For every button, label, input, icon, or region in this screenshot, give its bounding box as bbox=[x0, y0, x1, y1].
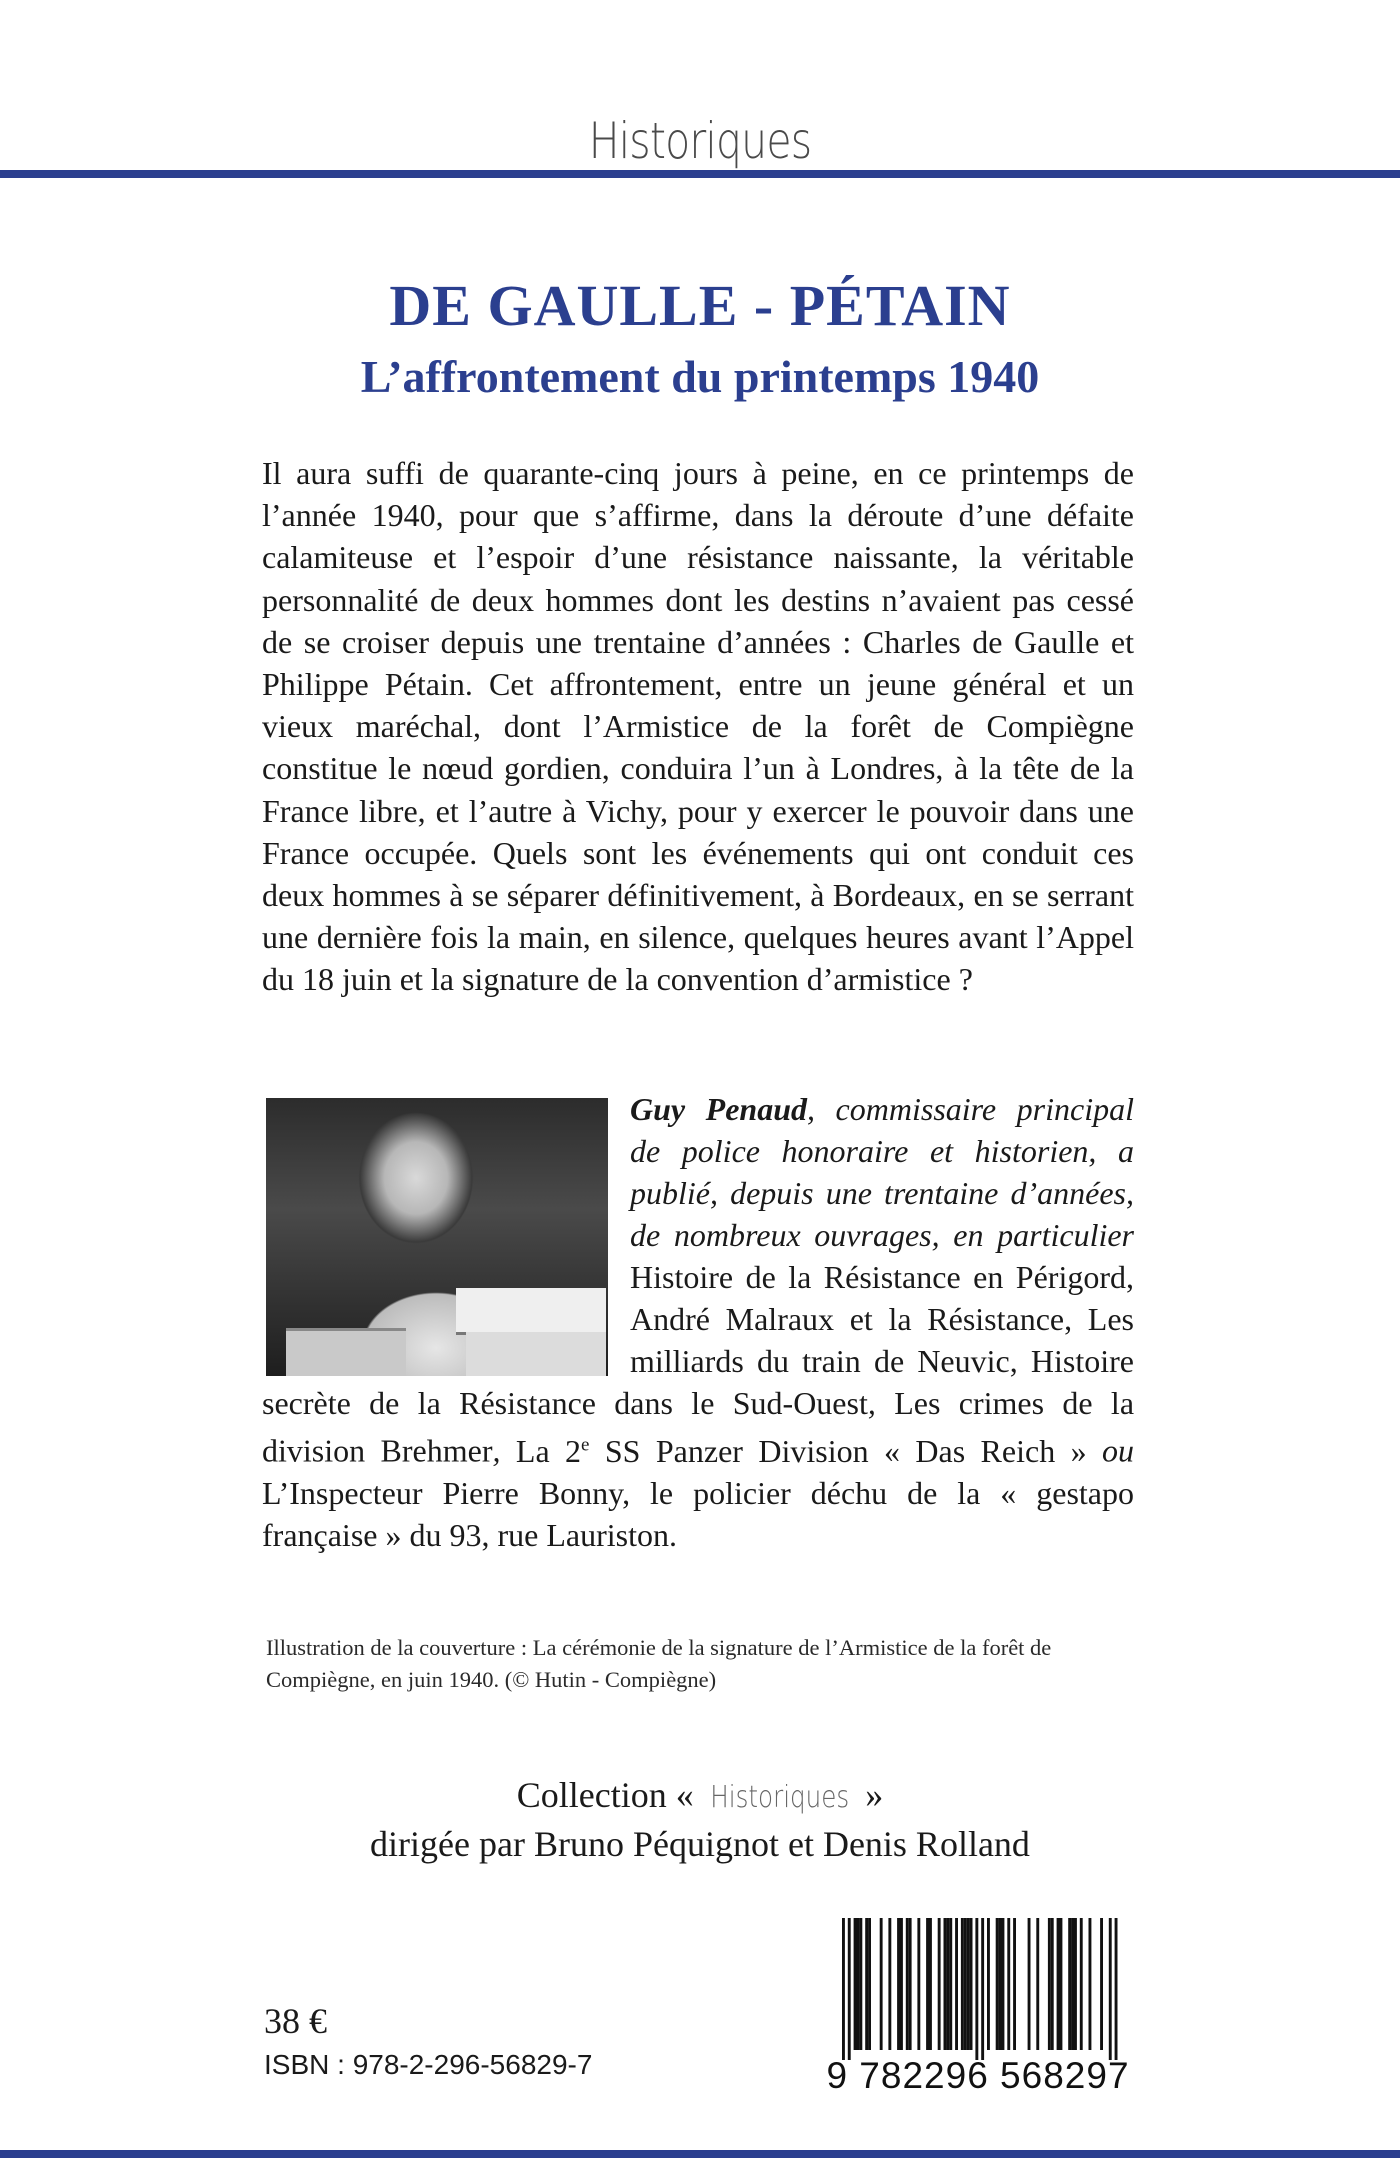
author-intro: , commissaire principal de police honoraire et historien, a publié, depuis une trentaine d’années, de nombreux ouvrages, en particulier bbox=[630, 1091, 1134, 1253]
barcode-bar bbox=[961, 1918, 964, 2050]
book-title: DE GAULLE - PÉTAIN bbox=[389, 273, 1011, 338]
barcode-bar bbox=[1013, 1918, 1016, 2050]
collection-logo: Historiques bbox=[710, 1780, 849, 1815]
barcode-bar bbox=[865, 1918, 868, 2050]
cover-credit: Illustration de la couverture : La cérémonie de la signature de l’Armistice de la forêt de Compiègne, en juin 1940. (© Hutin - Compiègne) bbox=[266, 1635, 1052, 1692]
price: 38 € bbox=[264, 2001, 327, 2041]
separator-1: , bbox=[867, 1385, 895, 1421]
book-subtitle: L’affrontement du printemps 1940 bbox=[360, 351, 1040, 402]
barcode-bar bbox=[1071, 1918, 1074, 2050]
barcode-bar bbox=[1068, 1918, 1071, 2050]
barcode-bar bbox=[1007, 1918, 1010, 2050]
isbn: ISBN : 978-2-296-56829-7 bbox=[264, 2049, 593, 2080]
barcode-bar bbox=[857, 1918, 860, 2050]
barcode-bar bbox=[917, 1918, 920, 2050]
work-2: André Malraux et la Résistance, bbox=[630, 1301, 1088, 1337]
author-name: Guy Penaud bbox=[630, 1091, 807, 1127]
barcode-bar bbox=[1057, 1918, 1060, 2050]
barcode-bar bbox=[1074, 1918, 1077, 2050]
collection-line-1: Collection « Historiques » bbox=[0, 1772, 1400, 1821]
collection-info bbox=[0, 1772, 1400, 1867]
work-7: L’Inspecteur Pierre Bonny, le policier déchu de la « gestapo française » du 93, rue Lauriston. bbox=[262, 1474, 1134, 1553]
barcode-bar bbox=[859, 1918, 862, 2050]
conjunction-ou: ou bbox=[1086, 1432, 1135, 1469]
barcode-bar bbox=[944, 1918, 947, 2050]
barcode-bar bbox=[1002, 1918, 1005, 2050]
barcode-bar bbox=[1080, 1918, 1083, 2050]
barcode-bars bbox=[842, 1918, 1118, 2060]
barcode-bar bbox=[1048, 1918, 1051, 2050]
barcode-bar bbox=[946, 1918, 949, 2050]
work-4: Histoire secrète de la Résistance dans le Sud-Ouest bbox=[262, 1343, 1134, 1421]
barcode-bar bbox=[938, 1918, 941, 2050]
barcode-bar bbox=[987, 1918, 990, 2050]
barcode-bar bbox=[888, 1918, 891, 2050]
barcode-bar bbox=[1089, 1918, 1092, 2050]
barcode-bar bbox=[967, 1918, 970, 2050]
barcode-bar bbox=[926, 1918, 929, 2050]
barcode-bar bbox=[854, 1918, 857, 2050]
barcode-bar bbox=[880, 1918, 883, 2050]
work-3: Les milliards du train de Neuvic, bbox=[630, 1301, 1134, 1379]
barcode-bar bbox=[975, 1918, 978, 2060]
barcode-bar bbox=[900, 1918, 903, 2050]
separator-2: , bbox=[492, 1432, 516, 1469]
barcode-bar bbox=[1100, 1918, 1103, 2050]
barcode-bar bbox=[1036, 1918, 1039, 2050]
barcode-bar bbox=[1051, 1918, 1054, 2050]
book-summary: Il aura suffi de quarante-cinq jours à peine, en ce printemps de l’année 1940, pour que s’affirme, dans la déroute d’une défaite calamiteuse et l’espoir d’une résistance naissante, la véritable personnalité de deux hommes dont les destins n’avaient pas cessé de se croiser depuis une trentaine d’années : Charles de Gaulle et Philippe Pétain. Cet affrontement, entre un jeune général et un vieux maréchal, dont l’Armistice de la forêt de Compiègne constitue le nœud gordien, conduira l’un à Londres, à la tête de la France libre, et l’autre à Vichy, pour y exercer le pouvoir dans une France occupée. Quels sont les événements qui ont conduit ces deux hommes à se séparer définitivement, à Bordeaux, en se serrant une dernière fois la main, en silence, quelques heures avant l’Appel du 18 juin et la signature de la convention d’armistice ? bbox=[262, 455, 1134, 998]
collection-directors: dirigée par Bruno Péquignot et Denis Rolland bbox=[370, 1824, 1030, 1864]
barcode-bar bbox=[906, 1918, 909, 2050]
barcode-bar bbox=[1109, 1918, 1112, 2060]
barcode-bar bbox=[999, 1918, 1002, 2050]
barcode-bar bbox=[1060, 1918, 1063, 2050]
barcode-bar bbox=[909, 1918, 912, 2050]
barcode-bar bbox=[868, 1918, 871, 2050]
barcode-bar bbox=[929, 1918, 932, 2050]
barcode-bar bbox=[996, 1918, 999, 2050]
top-rule bbox=[0, 170, 1400, 178]
barcode-digits: 9 782296 568297 bbox=[826, 2055, 1130, 2094]
author-bio bbox=[262, 1088, 1134, 1556]
barcode bbox=[820, 1918, 1136, 2094]
barcode-bar bbox=[955, 1918, 958, 2050]
barcode-bar bbox=[1028, 1918, 1031, 2050]
barcode-bar bbox=[981, 1918, 984, 2060]
work-1: Histoire de la Résistance en Périgord, bbox=[630, 1259, 1134, 1295]
bottom-rule bbox=[0, 2150, 1400, 2158]
barcode-bar bbox=[949, 1918, 952, 2050]
barcode-bar bbox=[842, 1918, 845, 2060]
work-5: Les crimes de la division Brehmer bbox=[262, 1385, 1135, 1469]
barcode-bar bbox=[964, 1918, 967, 2050]
barcode-bar bbox=[1115, 1918, 1118, 2060]
barcode-bar bbox=[970, 1918, 973, 2050]
barcode-bar bbox=[848, 1918, 851, 2060]
work-6: La 2e SS Panzer Division « Das Reich » bbox=[515, 1432, 1087, 1469]
barcode-bar bbox=[897, 1918, 900, 2050]
series-logo: Historiques bbox=[588, 112, 812, 170]
